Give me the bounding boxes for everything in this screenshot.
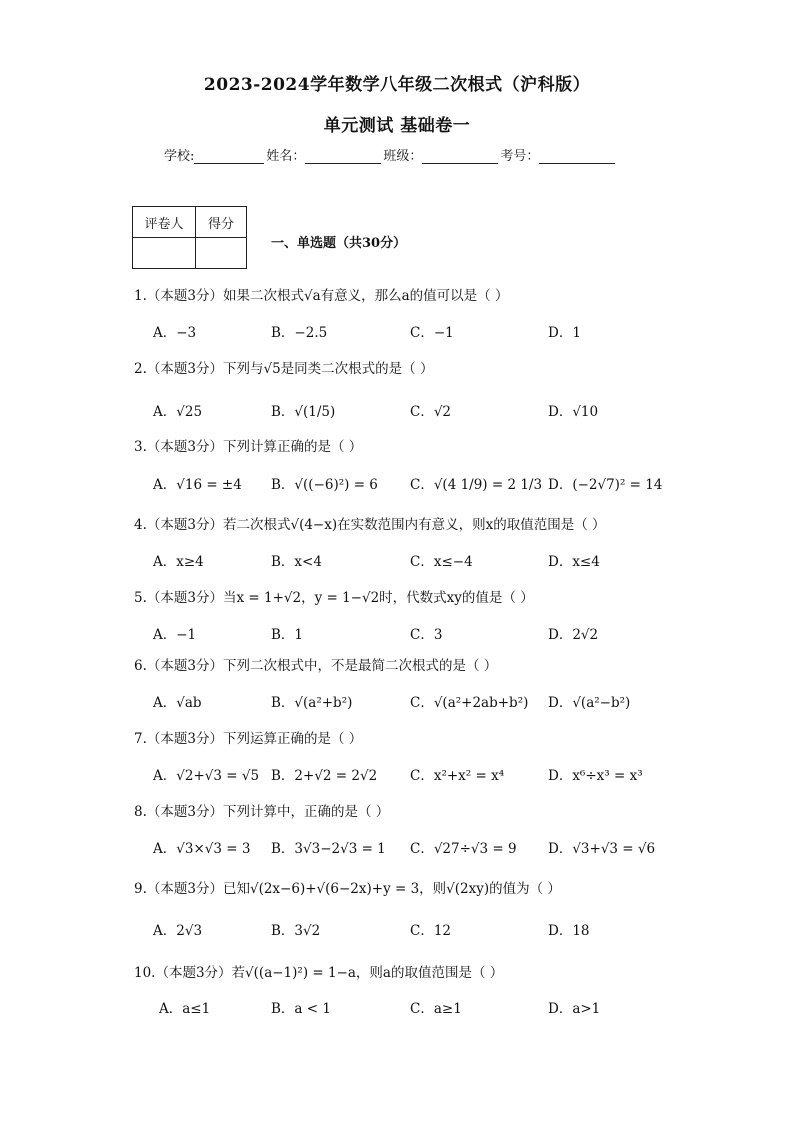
option-9d[interactable]: D．18 (548, 923, 590, 939)
student-info-line (164, 145, 617, 164)
number-label: 考号： (500, 149, 540, 164)
reviewer-header: 评卷人 (133, 207, 196, 238)
option-4a[interactable]: A．x≥4 (153, 554, 204, 570)
option-10b[interactable]: B．a < 1 (271, 1001, 331, 1017)
question-7: 7.（本题3分）下列运算正确的是（ ） (134, 731, 363, 747)
option-9b[interactable]: B．3√2 (271, 923, 321, 939)
option-3a[interactable]: A．√16 = ±4 (153, 477, 242, 493)
option-3b[interactable]: B．√((−6)²) = 6 (271, 477, 378, 493)
score-table (132, 206, 247, 269)
option-1a[interactable]: A．−3 (153, 325, 197, 341)
option-8c[interactable]: C．√27÷√3 = 9 (410, 841, 517, 857)
option-5b[interactable]: B．1 (271, 627, 304, 643)
option-3c[interactable]: C．√(4 1/9) = 2 1/3 (410, 477, 543, 493)
option-2d[interactable]: D．√10 (548, 404, 599, 420)
question-10: 10.（本题3分）若√((a−1)²) = 1−a，则a的取值范围是（ ） (134, 965, 504, 981)
score-header: 得分 (196, 207, 247, 238)
page-subtitle: 单元测试 基础卷一 (323, 116, 471, 136)
option-9a[interactable]: A．2√3 (153, 923, 203, 939)
question-2: 2.（本题3分）下列与√5是同类二次根式的是（ ） (134, 361, 434, 377)
number-field[interactable] (539, 149, 615, 164)
option-9c[interactable]: C．12 (410, 923, 452, 939)
option-3d[interactable]: D．(−2√7)² = 14 (548, 477, 663, 493)
option-2a[interactable]: A．√25 (153, 404, 203, 420)
option-10c[interactable]: C．a≥1 (410, 1001, 462, 1017)
question-8: 8.（本题3分）下列计算中，正确的是（ ） (134, 804, 390, 820)
class-field[interactable] (422, 149, 498, 164)
school-label: 学校: (164, 149, 195, 164)
question-1: 1.（本题3分）如果二次根式√a有意义，那么a的值可以是（ ） (134, 288, 509, 304)
option-7c[interactable]: C．x²+x² = x⁴ (410, 768, 505, 784)
section-heading: 一、单选题（共30分） (271, 236, 407, 251)
question-3: 3.（本题3分）下列计算正确的是（ ） (134, 439, 363, 455)
school-field[interactable] (194, 149, 264, 164)
option-7d[interactable]: D．x⁶÷x³ = x³ (548, 768, 643, 784)
option-5a[interactable]: A．−1 (153, 627, 197, 643)
option-4b[interactable]: B．x<4 (271, 554, 322, 570)
question-6: 6.（本题3分）下列二次根式中，不是最简二次根式的是（ ） (134, 658, 498, 674)
option-6c[interactable]: C．√(a²+2ab+b²) (410, 695, 529, 711)
page-title: 2023-2024学年数学八年级二次根式（沪科版） (203, 75, 591, 95)
option-6a[interactable]: A．√ab (153, 695, 202, 711)
option-10d[interactable]: D．a>1 (548, 1001, 601, 1017)
question-9: 9.（本题3分）已知√(2x−6)+√(6−2x)+y = 3，则√(2xy)的值为（ ） (134, 881, 561, 897)
option-1d[interactable]: D．1 (548, 325, 581, 341)
option-8b[interactable]: B．3√3−2√3 = 1 (271, 841, 386, 857)
option-2b[interactable]: B．√(1/5) (271, 404, 336, 420)
option-6d[interactable]: D．√(a²−b²) (548, 695, 631, 711)
option-7b[interactable]: B．2+√2 = 2√2 (271, 768, 378, 784)
question-5: 5.（本题3分）当x = 1+√2，y = 1−√2时，代数式xy的值是（ ） (134, 590, 534, 606)
score-cell[interactable] (196, 238, 247, 269)
name-label: 姓名： (266, 149, 306, 164)
option-1b[interactable]: B．−2.5 (271, 325, 328, 341)
reviewer-cell[interactable] (133, 238, 196, 269)
option-4c[interactable]: C．x≤−4 (410, 554, 473, 570)
question-4: 4.（本题3分）若二次根式√(4−x)在实数范围内有意义，则x的取值范围是（ ） (134, 517, 606, 533)
class-label: 班级： (383, 149, 423, 164)
option-2c[interactable]: C．√2 (410, 404, 452, 420)
option-6b[interactable]: B．√(a²+b²) (271, 695, 353, 711)
option-7a[interactable]: A．√2+√3 = √5 (153, 768, 260, 784)
option-8d[interactable]: D．√3+√3 = √6 (548, 841, 656, 857)
option-8a[interactable]: A．√3×√3 = 3 (153, 841, 251, 857)
option-5c[interactable]: C．3 (410, 627, 443, 643)
option-5d[interactable]: D．2√2 (548, 627, 599, 643)
option-1c[interactable]: C．−1 (410, 325, 454, 341)
name-field[interactable] (305, 149, 381, 164)
option-10a[interactable]: A．a≤1 (159, 1001, 211, 1017)
option-4d[interactable]: D．x≤4 (548, 554, 600, 570)
